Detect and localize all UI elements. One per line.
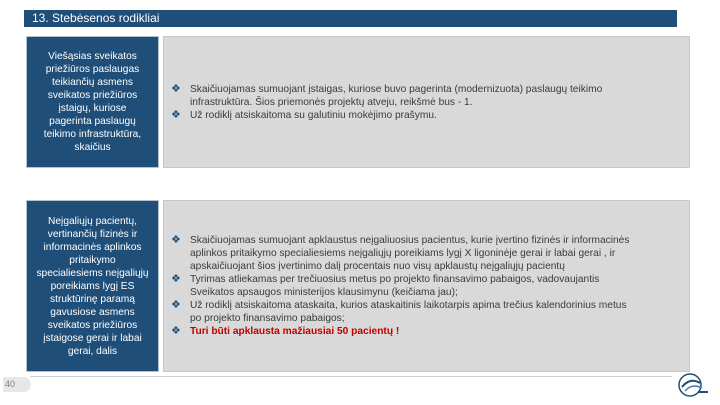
description-bullet — [171, 234, 681, 273]
bullet-text: Skaičiuojamas sumuojant apklaustus neįgaliuosius pacientus, kurie įvertino fizinės ir informacinės aplinkos pritaikymo specialiesiems neįgaliųjų poreikiams lygį X ligoninėje gerai ir labai gerai , ir apskaičiuojant šios įvertinimo dalį procentais nuo visų apklaustų neįgaliųjų pacientų — [190, 235, 630, 272]
diamond-bullet-icon: ❖ — [171, 299, 181, 311]
emphasis-bullet — [171, 325, 681, 338]
bullet-text: Už rodiklį atsiskaitoma su galutiniu mokėjimo prašymu. — [190, 109, 437, 121]
bullet-text: Tyrimas atliekamas per trečiuosius metus po projekto finansavimo pabaigos, vadovaujantis Sveikatos apsaugos ministerijos klausimynu (keičiama jau); — [190, 274, 600, 298]
bullet-text: Už rodiklį atsiskaitoma ataskaita, kurios ataskaitinis laikotarpis apima trečius kalendorinius metus po projekto finansavimo pabaigos; — [190, 300, 627, 324]
diamond-bullet-icon: ❖ — [171, 82, 181, 95]
ministry-logo-icon — [676, 371, 710, 399]
indicator-description-cell — [163, 36, 690, 168]
description-bullet — [171, 299, 681, 325]
page-number: 40 — [3, 377, 31, 392]
slide-title: 13. Stebėsenos rodikliai — [24, 10, 677, 27]
indicator-name-cell — [26, 36, 159, 168]
footer-divider — [30, 376, 672, 377]
indicator-name: Viešąsias sveikatos priežiūros paslaugas teikiančių asmens sveikatos priežiūros įstaigų, kuriose pagerinta paslaugų teikimo infrastruktūra, skaičius — [43, 51, 142, 153]
indicator-name-cell — [26, 200, 159, 372]
diamond-bullet-icon: ❖ — [171, 234, 181, 246]
indicator-name: Neįgaliųjų pacientų, vertinančių fizinės ir informacinės aplinkos pritaikymo specialiesiems neįgaliųjų poreikiams lygį ES struktūrinę paramą gavusiose asmens sveikatos priežiūros įstaigose gerai ir labai gerai, dalis — [36, 215, 149, 357]
diamond-bullet-icon: ❖ — [171, 108, 181, 121]
description-bullet — [171, 83, 681, 109]
diamond-bullet-icon: ❖ — [171, 273, 181, 285]
description-bullet — [171, 273, 681, 299]
bullet-text: Skaičiuojamas sumuojant įstaigas, kuriose buvo pagerinta (modernizuota) paslaugų teikimo infrastruktūra. Šios priemonės projektų atveju, reikšmė bus - 1. — [190, 83, 603, 108]
indicator-row — [26, 200, 690, 372]
indicator-row — [26, 36, 690, 168]
diamond-bullet-icon: ❖ — [171, 325, 181, 337]
bullet-text: Turi būti apklausta mažiausiai 50 pacientų ! — [190, 326, 400, 337]
indicator-description-cell — [163, 200, 690, 372]
description-bullet — [171, 109, 681, 122]
